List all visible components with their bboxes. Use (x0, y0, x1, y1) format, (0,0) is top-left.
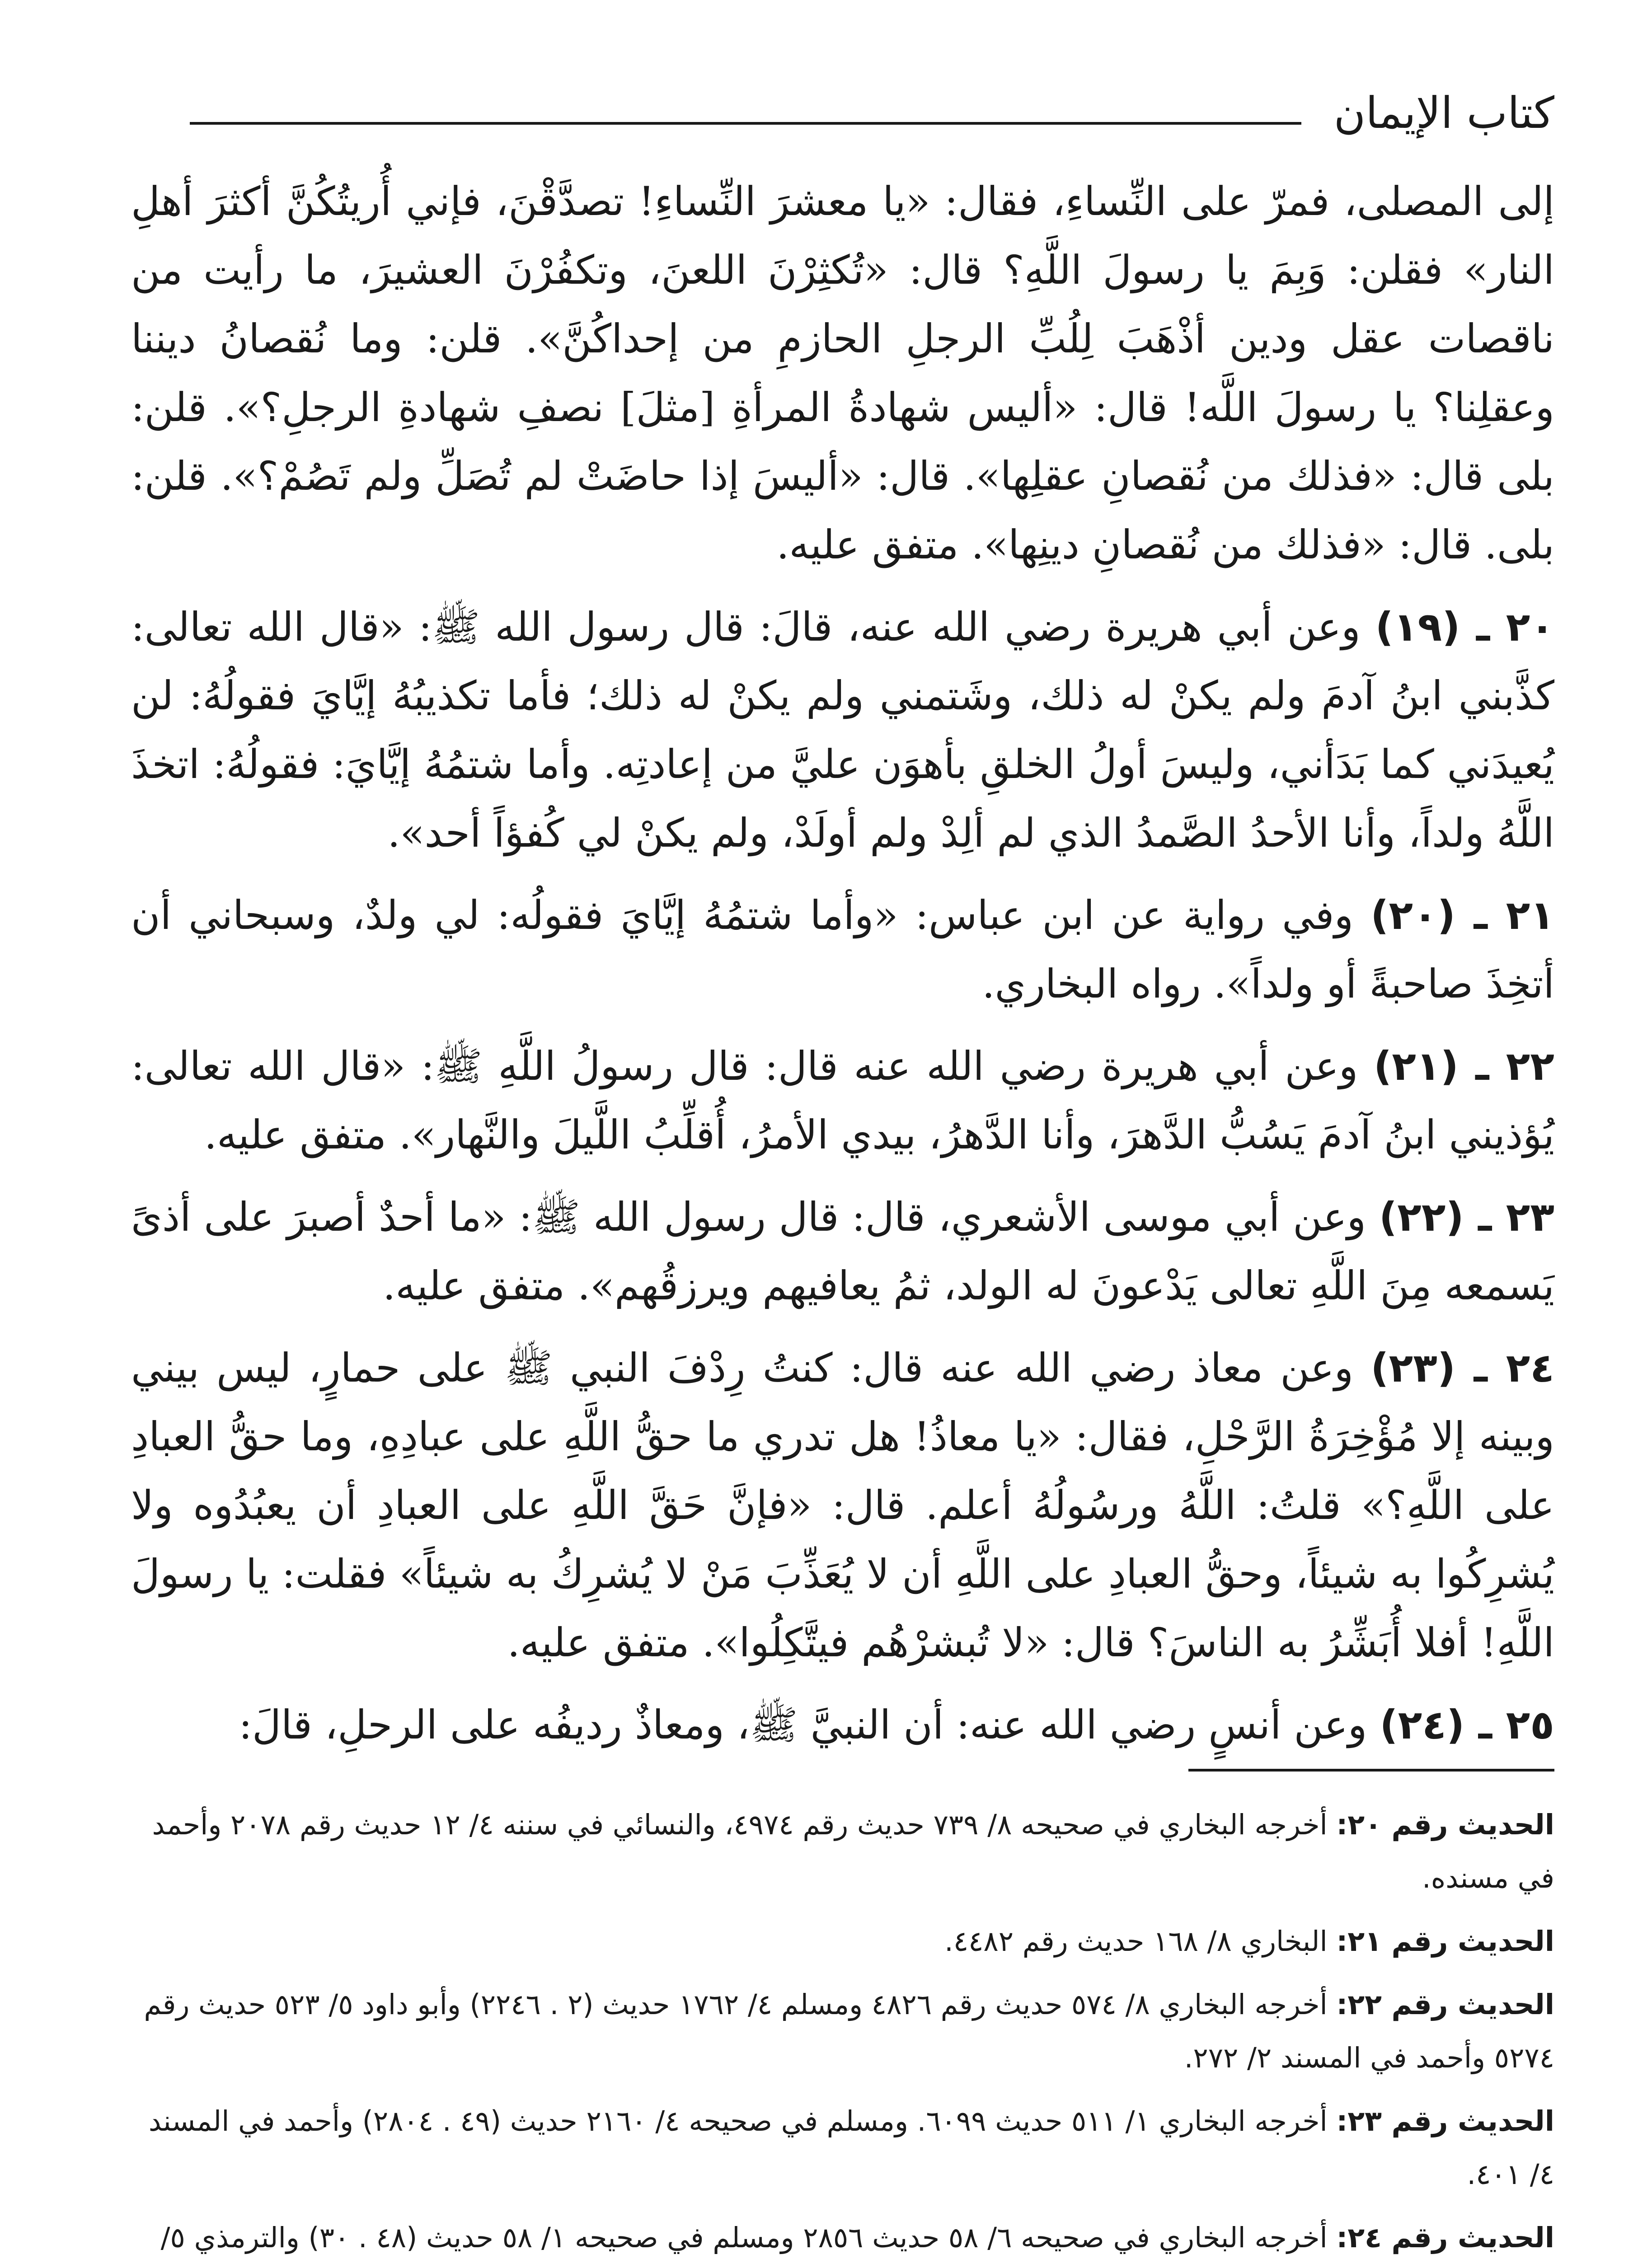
hadith-number: ٢٣ ـ (٢٢) (1379, 1194, 1554, 1240)
footnotes (131, 1798, 1554, 2259)
hadith-number: ٢١ ـ (٢٠) (1370, 892, 1554, 938)
footnote-label: الحديث رقم ٢٣: (1336, 2104, 1554, 2137)
paragraph-text: إلى المصلى، فمرّ على النِّساءِ، فقال: «يا معشرَ النِّساءِ! تصدَّقْنَ، فإني أُريتُكُنَّ أكثرَ أهلِ النار» فقلن: وَبِمَ يا رسولَ اللَّهِ؟ قال: «تُكثِرْنَ اللعنَ، وتكفُرْنَ العشيرَ، ما رأيت من ناقصات عقل ودين أذْهَبَ لِلُبِّ الرجلِ الحازمِ من إحداكُنَّ». قلن: وما نُقصانُ ديننا وعقلِنا؟ يا رسولَ اللَّه! قال: «أليس شهادةُ المرأةِ [مثلَ] نصفِ شهادةِ الرجلِ؟». قلن: بلى قال: «فذلك من نُقصانِ عقلِها». قال: «أليسَ إذا حاضَتْ لم تُصَلِّ ولم تَصُمْ؟». قلن: بلى. قال: «فذلك من نُقصانِ دينِها». متفق عليه. (131, 178, 1554, 568)
footnote (131, 1978, 1554, 2085)
paragraph (131, 881, 1554, 1018)
footnote-text: أخرجه البخاري ١/ ٥١١ حديث ٦٠٩٩. ومسلم في صحيحه ٤/ ٢١٦٠ حديث (٤٩ . ٢٨٠٤) وأحمد في المسند ٤/ ٤٠١. (148, 2104, 1554, 2191)
footnote-text: أخرجه البخاري في صحيحه ٦/ ٥٨ حديث ٢٨٥٦ ومسلم في صحيحه ١/ ٥٨ حديث (٤٨ . ٣٠) والترمذي ٥/ (160, 2221, 1328, 2254)
footnote-label: الحديث رقم ٢٠: (1336, 1808, 1554, 1841)
footnote-text: أخرجه البخاري في صحيحه ٨/ ٧٣٩ حديث رقم ٤٩٧٤، والنسائي في سننه ٤/ ١٢ حديث رقم ٢٠٧٨ وأحمد في مسنده. (152, 1808, 1554, 1894)
paragraph (131, 593, 1554, 867)
footnote-label: الحديث رقم ٢٢: (1336, 1988, 1554, 2021)
footnote (131, 2211, 1554, 2259)
footnote-text: البخاري ٨/ ١٦٨ حديث رقم ٤٤٨٢. (944, 1925, 1328, 1958)
hadith-number: ٢٤ ـ (٢٣) (1370, 1345, 1554, 1391)
paragraph-text: وعن أنسٍ رضي الله عنه: أن النبيَّ ﷺ، ومعاذٌ رديفُه على الرحلِ، قالَ: (239, 1701, 1367, 1748)
running-header (190, 79, 1554, 142)
running-header-title: كتاب الإيمان (1333, 88, 1554, 138)
paragraph-text: وعن أبي هريرة رضي الله عنه، قالَ: قال رسول الله ﷺ: «قال الله تعالى: كذَّبني ابنُ آدمَ ولم يكنْ له ذلك، وشَتمني ولم يكنْ له ذلك؛ فأما تكذيبُهُ إيَّايَ فقولُهُ: لن يُعيدَني كما بَدَأني، وليسَ أولُ الخلقِ بأهوَن عليَّ من إعادتِه. وأما شتمُهُ إيَّايَ: فقولُهُ: اتخذَ اللَّهُ ولداً، وأنا الأحدُ الصَّمدُ الذي لم ألِدْ ولم أولَدْ، ولم يكنْ لي كُفؤاً أحد». (131, 604, 1554, 856)
paragraph-text: وعن معاذ رضي الله عنه قال: كنتُ رِدْفَ النبي ﷺ على حمارٍ، ليس بيني وبينه إلا مُؤْخِرَةُ الرَّحْلِ، فقال: «يا معاذُ! هل تدري ما حقُّ اللَّهِ على عبادِهِ، وما حقُّ العبادِ على اللَّهِ؟» قلتُ: اللَّهُ ورسُولُهُ أعلم. قال: «فإنَّ حَقَّ اللَّهِ على العبادِ أن يعبُدُوه ولا يُشرِكُوا به شيئاً، وحقُّ العبادِ على اللَّهِ أن لا يُعَذِّبَ مَنْ لا يُشرِكُ به شيئاً» فقلت: يا رسولَ اللَّهِ! أفلا أُبَشِّرُ به الناسَ؟ قال: «لا تُبشرْهُم فيتَّكِلُوا». متفق عليه. (131, 1345, 1554, 1666)
paragraph (131, 1334, 1554, 1677)
paragraph (131, 1691, 1554, 1759)
paragraph (131, 1183, 1554, 1320)
footnote (131, 1798, 1554, 1905)
footnote-label: الحديث رقم ٢١: (1336, 1925, 1554, 1958)
footnote-label: الحديث رقم ٢٤: (1336, 2221, 1554, 2254)
paragraph-text: وعن أبي هريرة رضي الله عنه قال: قال رسولُ اللَّهِ ﷺ: «قال الله تعالى: يُؤذيني ابنُ آدمَ يَسُبُّ الدَّهرَ، وأنا الدَّهرُ، بيدي الأمرُ، أُقلِّبُ اللَّيلَ والنَّهار». متفق عليه. (131, 1043, 1554, 1158)
header-rule (190, 122, 1301, 125)
paragraph-text: وعن أبي موسى الأشعري، قال: قال رسول الله ﷺ: «ما أحدٌ أصبرَ على أذىً يَسمعه مِنَ اللَّهِ تعالى يَدْعونَ له الولد، ثمُ يعافيهم ويرزقُهم». متفق عليه. (131, 1194, 1554, 1309)
footnote-text: أخرجه البخاري ٨/ ٥٧٤ حديث رقم ٤٨٢٦ ومسلم ٤/ ١٧٦٢ حديث (٢ . ٢٢٤٦) وأبو داود ٥/ ٥٢٣ حديث رقم ٥٢٧٤ وأحمد في المسند ٢/ ٢٧٢. (144, 1988, 1554, 2074)
hadith-number: ٢٢ ـ (٢١) (1374, 1043, 1555, 1089)
footnote-divider (1188, 1769, 1554, 1772)
footnote (131, 1915, 1554, 1968)
footnote (131, 2095, 1554, 2201)
paragraph-text: وفي رواية عن ابن عباس: «وأما شتمُهُ إيَّايَ فقولُه: لي ولدٌ، وسبحاني أن أتخِذَ صاحبةً أو ولداً». رواه البخاري. (131, 892, 1554, 1007)
paragraph (131, 1032, 1554, 1169)
hadith-number: ٢٠ ـ (١٩) (1375, 604, 1554, 650)
hadith-number: ٢٥ ـ (٢٤) (1380, 1701, 1554, 1748)
paragraph (131, 167, 1554, 579)
main-text (131, 167, 1554, 1773)
